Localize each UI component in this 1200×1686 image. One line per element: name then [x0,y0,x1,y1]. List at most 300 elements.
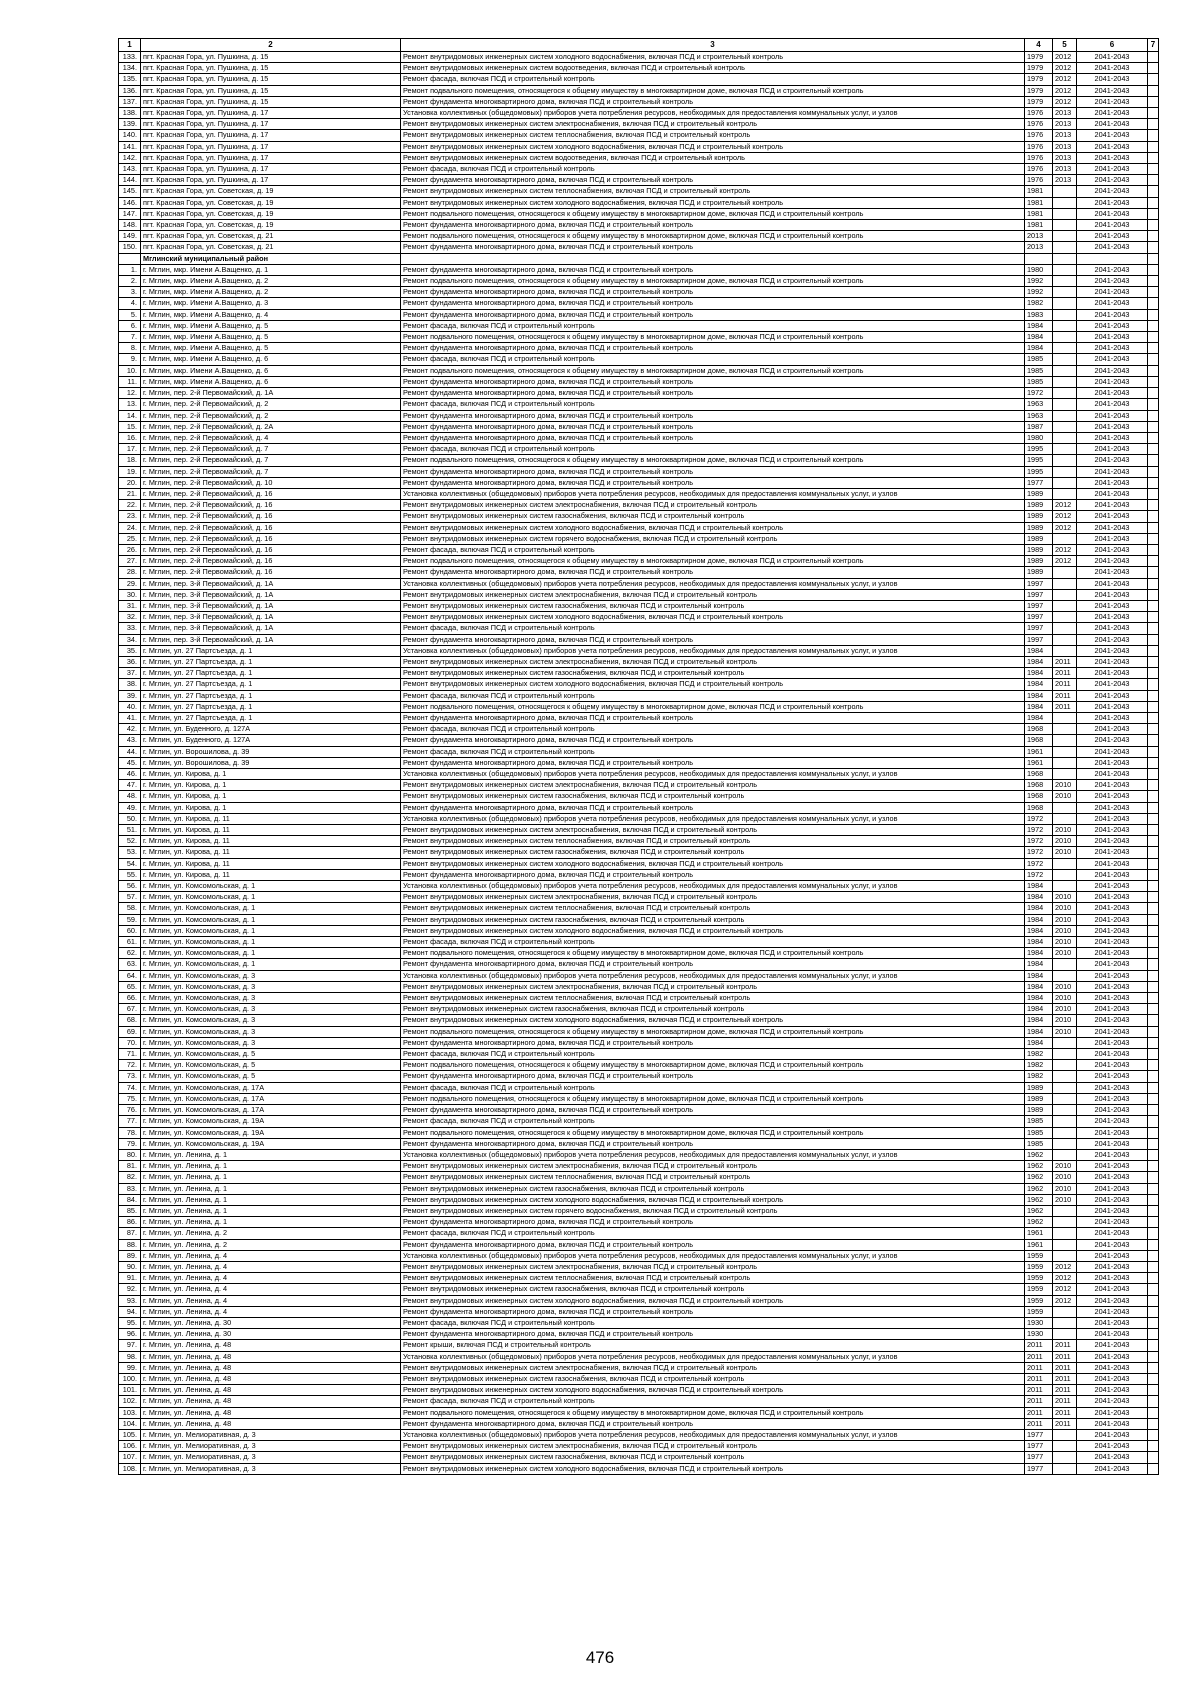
table-cell-col2: г. Мглин, ул. Ленина, д. 4 [141,1306,401,1317]
table-cell-col6: 2041-2043 [1077,1082,1148,1093]
table-cell-col4: 1979 [1025,52,1053,63]
table-cell-col2: г. Мглин, пер. 2-й Первомайский, д. 16 [141,544,401,555]
table-row [119,152,1159,163]
table-cell-col5 [1053,186,1077,197]
table-cell-col7 [1148,1093,1159,1104]
table-cell-col7 [1148,1127,1159,1138]
table-cell-col7 [1148,735,1159,746]
table-row [119,1463,1159,1474]
table-cell-col7 [1148,511,1159,522]
table-cell-col2: пгт. Красная Гора, ул. Пушкина, д. 15 [141,85,401,96]
table-cell-col6: 2041-2043 [1077,186,1148,197]
table-row [119,287,1159,298]
table-cell-col6: 2041-2043 [1077,231,1148,242]
table-cell-col4: 1962 [1025,1161,1053,1172]
table-cell-col3: Ремонт внутридомовых инженерных систем холодного водоснабжения, включая ПСД и строительный контроль [401,522,1025,533]
table-cell-col4: 2013 [1025,242,1053,253]
table-row [119,320,1159,331]
table-cell-col5 [1053,634,1077,645]
table-cell-col4: 1959 [1025,1295,1053,1306]
table-cell-col1: 45. [119,757,141,768]
table-cell-col6: 2041-2043 [1077,287,1148,298]
table-cell-col2: г. Мглин, ул. Комсомольская, д. 1 [141,903,401,914]
table-cell-col7 [1148,152,1159,163]
table-cell-col3: Ремонт внутридомовых инженерных систем теплоснабжения, включая ПСД и строительный контроль [401,993,1025,1004]
table-cell-col6: 2041-2043 [1077,208,1148,219]
table-cell-col4: 1962 [1025,1172,1053,1183]
table-cell-col7 [1148,1385,1159,1396]
table-cell-col3: Ремонт фасада, включая ПСД и строительный контроль [401,399,1025,410]
table-cell-col4: 1989 [1025,567,1053,578]
table-row [119,141,1159,152]
table-cell-col2: г. Мглин, ул. Комсомольская, д. 5 [141,1071,401,1082]
table-cell-col3: Ремонт подвального помещения, относящегося к общему имуществу в многоквартирном доме, включая ПСД и строительный контроль [401,332,1025,343]
table-cell-col4: 1992 [1025,287,1053,298]
table-cell-col3: Ремонт внутридомовых инженерных систем водоотведения, включая ПСД и строительный контроль [401,63,1025,74]
table-cell-col6: 2041-2043 [1077,1284,1148,1295]
table-cell-col3: Ремонт фундамента многоквартирного дома, включая ПСД и строительный контроль [401,388,1025,399]
table-cell-col2: г. Мглин, ул. Кирова, д. 11 [141,858,401,869]
table-cell-col4: 1984 [1025,1015,1053,1026]
table-cell-col7 [1148,712,1159,723]
table-cell-col1: 92. [119,1284,141,1295]
table-cell-col3: Ремонт фасада, включая ПСД и строительный контроль [401,1082,1025,1093]
table-cell-col6: 2041-2043 [1077,108,1148,119]
table-cell-col2: г. Мглин, ул. 27 Партсъезда, д. 1 [141,668,401,679]
table-cell-col4: 1968 [1025,724,1053,735]
table-cell-col2: пгт. Красная Гора, ул. Советская, д. 19 [141,186,401,197]
table-cell-col4: 1972 [1025,847,1053,858]
table-cell-col7 [1148,108,1159,119]
table-row [119,298,1159,309]
table-cell-col1: 70. [119,1037,141,1048]
table-cell-col6: 2041-2043 [1077,1116,1148,1127]
table-cell-col2: пгт. Красная Гора, ул. Советская, д. 19 [141,208,401,219]
table-cell-col2: г. Мглин, ул. Ворошилова, д. 39 [141,746,401,757]
table-row [119,74,1159,85]
table-cell-col7 [1148,668,1159,679]
table-cell-col1: 7. [119,332,141,343]
table-cell-col6: 2041-2043 [1077,1441,1148,1452]
table-cell-col5: 2010 [1053,780,1077,791]
table-cell-col7 [1148,354,1159,365]
table-cell-col2: г. Мглин, пер. 2-й Первомайский, д. 7 [141,455,401,466]
capital-repair-table [118,38,1159,1475]
table-cell-col2: г. Мглин, ул. Ленина, д. 48 [141,1362,401,1373]
table-row [119,1385,1159,1396]
table-cell-col1: 105. [119,1429,141,1440]
table-cell-col3: Ремонт подвального помещения, относящегося к общему имуществу в многоквартирном доме, включая ПСД и строительный контроль [401,276,1025,287]
table-cell-col6: 2041-2043 [1077,1060,1148,1071]
table-cell-col1: 32. [119,612,141,623]
table-cell-col4: 2013 [1025,231,1053,242]
table-cell-col7 [1148,1250,1159,1261]
table-cell-col3: Ремонт внутридомовых инженерных систем газоснабжения, включая ПСД и строительный контроль [401,1452,1025,1463]
table-cell-col6: 2041-2043 [1077,175,1148,186]
table-cell-col5: 2012 [1053,556,1077,567]
table-cell-col2: г. Мглин, ул. 27 Партсъезда, д. 1 [141,656,401,667]
table-cell-col4: 1989 [1025,500,1053,511]
table-row [119,1295,1159,1306]
table-cell-col6: 2041-2043 [1077,52,1148,63]
table-cell-col1: 141. [119,141,141,152]
table-cell-col7 [1148,399,1159,410]
table-cell-col3: Ремонт фундамента многоквартирного дома, включая ПСД и строительный контроль [401,309,1025,320]
table-cell-col3: Ремонт фундамента многоквартирного дома, включая ПСД и строительный контроль [401,466,1025,477]
table-cell-col2: г. Мглин, ул. Комсомольская, д. 3 [141,1004,401,1015]
table-cell-col2: г. Мглин, ул. Кирова, д. 11 [141,836,401,847]
table-cell-col7 [1148,645,1159,656]
table-cell-col6: 2041-2043 [1077,455,1148,466]
table-cell-col4: 1981 [1025,208,1053,219]
table-cell-col5 [1053,354,1077,365]
table-row [119,903,1159,914]
table-cell-col5 [1053,231,1077,242]
table-cell-col4: 1968 [1025,791,1053,802]
table-cell-col7 [1148,63,1159,74]
table-cell-col7 [1148,600,1159,611]
column-header-4: 4 [1025,39,1053,52]
table-cell-col2: г. Мглин, пер. 3-й Первомайский, д. 1А [141,578,401,589]
table-cell-col1: 62. [119,948,141,959]
table-row [119,1217,1159,1228]
table-cell-col2: г. Мглин, ул. Комсомольская, д. 3 [141,981,401,992]
table-cell-col1: 31. [119,600,141,611]
table-row [119,1161,1159,1172]
table-cell-col1: 9. [119,354,141,365]
table-cell-col1: 100. [119,1373,141,1384]
table-cell-col6: 2041-2043 [1077,925,1148,936]
table-row [119,1273,1159,1284]
table-cell-col3: Ремонт внутридомовых инженерных систем холодного водоснабжения, включая ПСД и строительный контроль [401,858,1025,869]
table-cell-col3: Ремонт внутридомовых инженерных систем холодного водоснабжения, включая ПСД и строительный контроль [401,197,1025,208]
table-cell-col5 [1053,757,1077,768]
table-cell-col6: 2041-2043 [1077,1217,1148,1228]
table-cell-col3: Ремонт фундамента многоквартирного дома, включая ПСД и строительный контроль [401,1071,1025,1082]
table-cell-col6: 2041-2043 [1077,612,1148,623]
table-cell-col4: 1976 [1025,130,1053,141]
table-cell-col6: 2041-2043 [1077,903,1148,914]
table-cell-col2: г. Мглин, пер. 2-й Первомайский, д. 1А [141,388,401,399]
table-row [119,881,1159,892]
table-cell-col3: Ремонт фасада, включая ПСД и строительный контроль [401,74,1025,85]
table-cell-col1: 149. [119,231,141,242]
table-cell-col1: 47. [119,780,141,791]
table-cell-col6: 2041-2043 [1077,981,1148,992]
table-body [119,52,1159,1475]
table-cell-col4: 2011 [1025,1351,1053,1362]
table-cell-col2: г. Мглин, пер. 2-й Первомайский, д. 7 [141,444,401,455]
table-cell-col1: 52. [119,836,141,847]
table-cell-col4: 1984 [1025,970,1053,981]
table-cell-col7 [1148,903,1159,914]
table-cell-col7 [1148,948,1159,959]
table-cell-col5 [1053,1127,1077,1138]
table-cell-col3: Ремонт подвального помещения, относящегося к общему имуществу в многоквартирном доме, включая ПСД и строительный контроль [401,85,1025,96]
table-cell-col4: 1984 [1025,948,1053,959]
table-cell-col3: Ремонт внутридомовых инженерных систем электроснабжения, включая ПСД и строительный контроль [401,825,1025,836]
table-cell-col4: 1976 [1025,152,1053,163]
table-cell-col2: г. Мглин, мкр. Имени А.Ващенко, д. 4 [141,309,401,320]
table-row [119,1250,1159,1261]
table-cell-col4: 1977 [1025,1452,1053,1463]
table-row [119,477,1159,488]
table-cell-col6: 2041-2043 [1077,1317,1148,1328]
table-cell-col3: Ремонт фундамента многоквартирного дома, включая ПСД и строительный контроль [401,343,1025,354]
table-cell-col7 [1148,186,1159,197]
table-cell-col4: 1962 [1025,1194,1053,1205]
table-cell-col2: г. Мглин, пер. 3-й Первомайский, д. 1А [141,623,401,634]
table-cell-col5 [1053,858,1077,869]
table-cell-col1: 77. [119,1116,141,1127]
table-cell-col3: Ремонт фундамента многоквартирного дома, включая ПСД и строительный контроль [401,567,1025,578]
table-cell-col3: Ремонт подвального помещения, относящегося к общему имуществу в многоквартирном доме, включая ПСД и строительный контроль [401,1407,1025,1418]
table-row [119,85,1159,96]
table-cell-col4: 1995 [1025,444,1053,455]
table-cell-col5 [1053,735,1077,746]
table-cell-col6: 2041-2043 [1077,881,1148,892]
table-cell-col7 [1148,925,1159,936]
table-cell-col5 [1053,197,1077,208]
table-cell-col4: 1983 [1025,309,1053,320]
table-cell-col7 [1148,264,1159,275]
table-cell-col1: 29. [119,578,141,589]
table-cell-col7 [1148,679,1159,690]
table-cell-col6: 2041-2043 [1077,567,1148,578]
table-cell-col7 [1148,556,1159,567]
table-cell-col7 [1148,881,1159,892]
table-cell-col2: г. Мглин, ул. Комсомольская, д. 1 [141,892,401,903]
table-cell-col5: 2010 [1053,791,1077,802]
table-row [119,1329,1159,1340]
table-cell-col2: г. Мглин, пер. 2-й Первомайский, д. 4 [141,432,401,443]
table-cell-col7 [1148,1340,1159,1351]
table-cell-col4: 1984 [1025,925,1053,936]
table-cell-col5: 2011 [1053,1385,1077,1396]
table-cell-col5: 2013 [1053,108,1077,119]
table-cell-col4: 1985 [1025,365,1053,376]
table-cell-col3: Ремонт внутридомовых инженерных систем холодного водоснабжения, включая ПСД и строительный контроль [401,141,1025,152]
table-cell-col3: Ремонт фундамента многоквартирного дома, включая ПСД и строительный контроль [401,1418,1025,1429]
table-row [119,836,1159,847]
table-row [119,791,1159,802]
table-cell-col4: 1984 [1025,1026,1053,1037]
table-cell-col1: 147. [119,208,141,219]
table-cell-col3: Установка коллективных (общедомовых) приборов учета потребления ресурсов, необходимых для предоставления коммунальных услуг, и узлов [401,1149,1025,1160]
table-cell-col4: 1962 [1025,1205,1053,1216]
table-row [119,376,1159,387]
table-cell-col4: 1980 [1025,264,1053,275]
table-cell-col4: 1976 [1025,175,1053,186]
table-cell-col6: 2041-2043 [1077,970,1148,981]
table-cell-col5 [1053,309,1077,320]
table-cell-col2: г. Мглин, ул. Мелиоративная, д. 3 [141,1429,401,1440]
table-cell-col4: 1995 [1025,455,1053,466]
table-cell-col4: 1985 [1025,1127,1053,1138]
table-cell-col1: 27. [119,556,141,567]
table-cell-col1: 10. [119,365,141,376]
table-row [119,444,1159,455]
table-cell-col6: 2041-2043 [1077,298,1148,309]
table-cell-col1: 99. [119,1362,141,1373]
table-cell-col3: Ремонт фундамента многоквартирного дома, включая ПСД и строительный контроль [401,477,1025,488]
table-cell-col4: 1984 [1025,903,1053,914]
table-cell-col5: 2012 [1053,544,1077,555]
table-row [119,1261,1159,1272]
table-cell-col6: 2041-2043 [1077,959,1148,970]
table-cell-col5 [1053,432,1077,443]
document-sheet [118,38,1158,1475]
table-cell-col5 [1053,600,1077,611]
table-cell-col5: 2011 [1053,690,1077,701]
table-cell-col3: Ремонт внутридомовых инженерных систем теплоснабжения, включая ПСД и строительный контроль [401,186,1025,197]
table-cell-col4: 1982 [1025,1060,1053,1071]
table-cell-col3: Ремонт внутридомовых инженерных систем холодного водоснабжения, включая ПСД и строительный контроль [401,52,1025,63]
table-cell-col4: 1984 [1025,937,1053,948]
table-cell-col4: 2011 [1025,1340,1053,1351]
table-cell-col5: 2010 [1053,1161,1077,1172]
table-cell-col3: Ремонт фундамента многоквартирного дома, включая ПСД и строительный контроль [401,287,1025,298]
table-cell-col2: г. Мглин, ул. Ленина, д. 48 [141,1407,401,1418]
table-cell-col3: Ремонт фундамента многоквартирного дома, включая ПСД и строительный контроль [401,1217,1025,1228]
table-cell-col7 [1148,544,1159,555]
table-cell-col1: 41. [119,712,141,723]
table-row [119,96,1159,107]
table-cell-col4: 1984 [1025,668,1053,679]
table-cell-col1: 51. [119,825,141,836]
table-row [119,63,1159,74]
table-cell-col6: 2041-2043 [1077,343,1148,354]
table-cell-col4: 1963 [1025,399,1053,410]
table-cell-col2: г. Мглин, ул. Комсомольская, д. 3 [141,1015,401,1026]
table-cell-col1: 74. [119,1082,141,1093]
table-cell-col6: 2041-2043 [1077,141,1148,152]
table-cell-col6: 2041-2043 [1077,1429,1148,1440]
table-row [119,231,1159,242]
table-cell-col2: г. Мглин, ул. Ленина, д. 4 [141,1261,401,1272]
table-cell-col5 [1053,881,1077,892]
table-cell-col7 [1148,365,1159,376]
table-cell-col7 [1148,298,1159,309]
table-cell-col5: 2010 [1053,847,1077,858]
table-cell-col3: Установка коллективных (общедомовых) приборов учета потребления ресурсов, необходимых для предоставления коммунальных услуг, и узлов [401,970,1025,981]
table-cell-col5 [1053,208,1077,219]
table-cell-col5 [1053,320,1077,331]
table-cell-col5: 2012 [1053,1261,1077,1272]
table-row [119,1026,1159,1037]
table-cell-col1: 137. [119,96,141,107]
table-cell-col1: 63. [119,959,141,970]
table-cell-col6: 2041-2043 [1077,1183,1148,1194]
table-cell-col4: 1972 [1025,388,1053,399]
table-cell-col2: г. Мглин, пер. 2-й Первомайский, д. 16 [141,522,401,533]
table-cell-col2: г. Мглин, ул. Ленина, д. 1 [141,1194,401,1205]
table-cell-col2: г. Мглин, пер. 2-й Первомайский, д. 16 [141,533,401,544]
table-cell-col5 [1053,477,1077,488]
table-row [119,1138,1159,1149]
table-cell-col5 [1053,533,1077,544]
table-cell-col7 [1148,612,1159,623]
table-cell-col3: Ремонт фундамента многоквартирного дома, включая ПСД и строительный контроль [401,298,1025,309]
table-cell-col1: 72. [119,1060,141,1071]
table-cell-col4: 1972 [1025,858,1053,869]
table-row [119,1340,1159,1351]
table-cell-col3: Установка коллективных (общедомовых) приборов учета потребления ресурсов, необходимых для предоставления коммунальных услуг, и узлов [401,108,1025,119]
table-cell-col6: 2041-2043 [1077,421,1148,432]
table-cell-col6: 2041-2043 [1077,264,1148,275]
table-cell-col2: г. Мглин, ул. Комсомольская, д. 3 [141,1037,401,1048]
table-row [119,544,1159,555]
table-cell-col7 [1148,1217,1159,1228]
table-cell-col5 [1053,813,1077,824]
table-cell-col1: 42. [119,724,141,735]
table-cell-col6: 2041-2043 [1077,1362,1148,1373]
table-cell-col6: 2041-2043 [1077,1228,1148,1239]
table-cell-col2: г. Мглин, ул. Комсомольская, д. 19А [141,1138,401,1149]
table-cell-col7 [1148,1306,1159,1317]
table-cell-col5: 2013 [1053,164,1077,175]
table-cell-col6: 2041-2043 [1077,712,1148,723]
table-row [119,679,1159,690]
table-cell-col7 [1148,578,1159,589]
table-cell-col7 [1148,242,1159,253]
table-cell-col1: 73. [119,1071,141,1082]
table-cell-col7 [1148,1183,1159,1194]
table-cell-col5: 2012 [1053,1273,1077,1284]
table-cell-col6: 2041-2043 [1077,432,1148,443]
table-cell-col5 [1053,410,1077,421]
table-cell-col1: 145. [119,186,141,197]
table-cell-col6: 2041-2043 [1077,220,1148,231]
table-cell-col7 [1148,164,1159,175]
table-cell-col6: 2041-2043 [1077,399,1148,410]
table-cell-col6: 2041-2043 [1077,769,1148,780]
table-cell-col1: 107. [119,1452,141,1463]
table-cell-col6: 2041-2043 [1077,1093,1148,1104]
table-cell-col2: пгт. Красная Гора, ул. Пушкина, д. 15 [141,96,401,107]
table-row [119,511,1159,522]
table-cell-col3: Ремонт внутридомовых инженерных систем холодного водоснабжения, включая ПСД и строительный контроль [401,925,1025,936]
table-cell-col3: Ремонт внутридомовых инженерных систем газоснабжения, включая ПСД и строительный контроль [401,1183,1025,1194]
table-cell-col7 [1148,455,1159,466]
table-cell-col7 [1148,1228,1159,1239]
table-cell-col4: 1987 [1025,421,1053,432]
table-cell-col1: 54. [119,858,141,869]
table-cell-col2: г. Мглин, пер. 3-й Первомайский, д. 1А [141,600,401,611]
table-cell-col6: 2041-2043 [1077,477,1148,488]
table-row [119,712,1159,723]
table-row [119,455,1159,466]
table-cell-col3: Ремонт фундамента многоквартирного дома, включая ПСД и строительный контроль [401,735,1025,746]
table-cell-col1: 79. [119,1138,141,1149]
table-row [119,623,1159,634]
table-cell-col2: г. Мглин, ул. Комсомольская, д. 17А [141,1105,401,1116]
table-cell-col6: 2041-2043 [1077,847,1148,858]
table-cell-col7 [1148,656,1159,667]
table-cell-col5 [1053,276,1077,287]
table-cell-col1: 2. [119,276,141,287]
table-cell-col4: 1997 [1025,612,1053,623]
table-cell-col7 [1148,690,1159,701]
table-cell-col2: г. Мглин, ул. Комсомольская, д. 17А [141,1093,401,1104]
table-cell-col3: Ремонт фундамента многоквартирного дома, включая ПСД и строительный контроль [401,220,1025,231]
table-cell-col7 [1148,959,1159,970]
table-cell-col6: 2041-2043 [1077,645,1148,656]
table-cell-col4: 1972 [1025,825,1053,836]
table-row [119,421,1159,432]
table-row [119,410,1159,421]
table-row [119,858,1159,869]
